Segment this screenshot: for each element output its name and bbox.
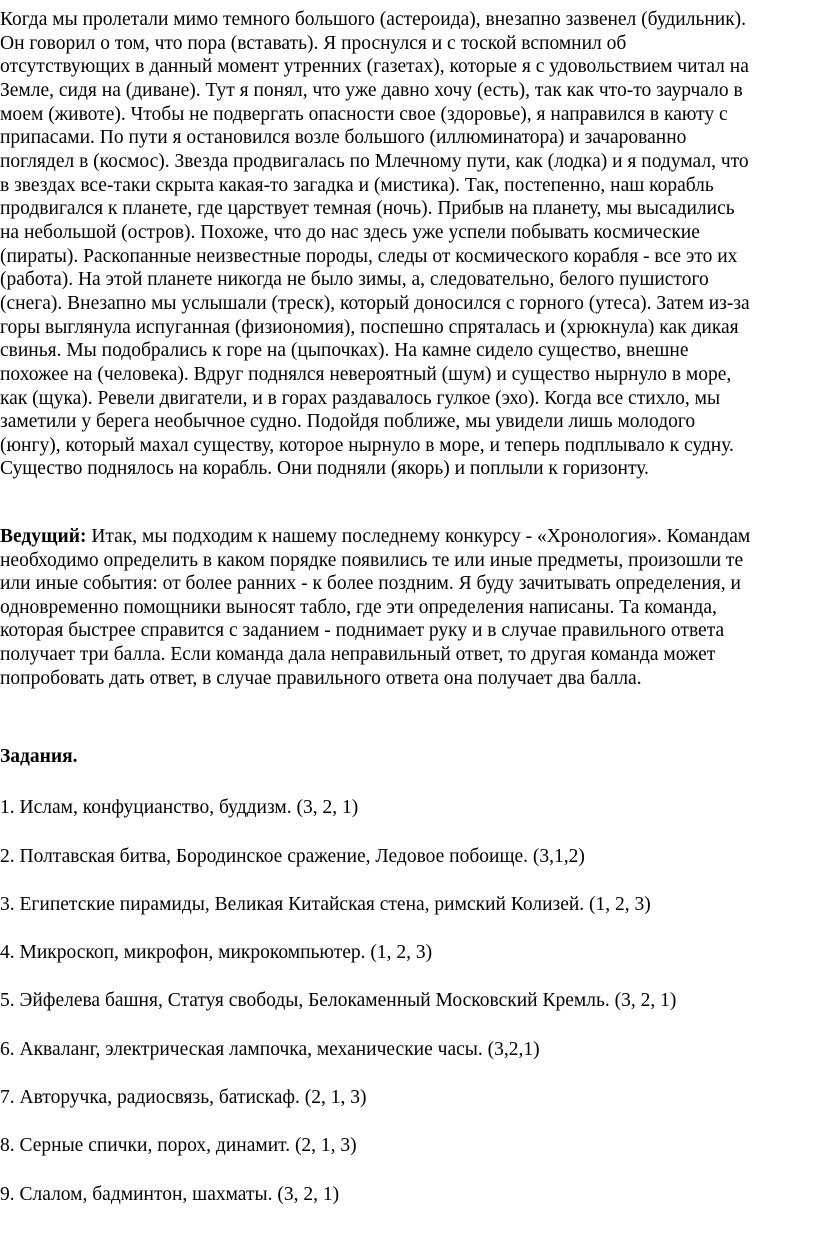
- host-label: Ведущий:: [0, 526, 87, 547]
- task-item: 7. Авторучка, радиосвязь, батискаф. (2, 1, 3): [0, 1087, 367, 1108]
- task-item: 4. Микроскоп, микрофон, микрокомпьютер. (1, 2, 3): [0, 942, 433, 963]
- story-line: отсутствующих в данный момент утренних (газетах), которые я с удовольствием читал на: [0, 56, 749, 78]
- story-line: продвигался к планете, где царствует темная (ночь). Прибыв на планету, мы высадились: [0, 198, 735, 220]
- task-item: 9. Слалом, бадминтон, шахматы. (3, 2, 1): [0, 1184, 340, 1205]
- story-line: горы выглянула испуганная (физиономия), поспешно спряталась и (хрюкнула) как дикая: [0, 316, 739, 338]
- story-line: Он говорил о том, что пора (вставать). Я проснулся и с тоской вспомнил об: [0, 32, 627, 54]
- story-line: заметили у берега необычное судно. Подойдя поближе, мы увидели лишь молодого: [0, 411, 696, 433]
- task-item: 8. Серные спички, порох, динамит. (2, 1, 3): [0, 1135, 357, 1156]
- story-line: как (щука). Ревели двигатели, и в горах раздавалось гулкое (эхо). Когда все стихло, мы: [0, 387, 721, 409]
- story-line: в звездах все-таки скрыта какая-то загадка и (мистика). Так, постепенно, наш корабль: [0, 174, 714, 196]
- task-item: 6. Акваланг, электрическая лампочка, механические часы. (3,2,1): [0, 1039, 540, 1060]
- task-item: 3. Египетские пирамиды, Великая Китайская стена, римский Колизей. (1, 2, 3): [0, 894, 651, 915]
- story-line: Существо поднялось на корабль. Они подняли (якорь) и поплыли к горизонту.: [0, 458, 649, 480]
- task-item: 2. Полтавская битва, Бородинское сражение, Ледовое побоище. (3,1,2): [0, 846, 585, 867]
- story-line: на небольшой (остров). Похоже, что до нас здесь уже успели побывать космические: [0, 221, 700, 243]
- story-line: (пираты). Раскопанные неизвестные породы, следы от космического корабля - все это их: [0, 245, 738, 267]
- story-line: свинья. Мы подобрались к горе на (цыпочках). На камне сидело существо, внешне: [0, 340, 689, 362]
- story-line: поглядел в (космос). Звезда продвигалась по Млечному пути, как (лодка) и я подумал, что: [0, 150, 749, 172]
- story-line: Когда мы пролетали мимо темного большого (астероида), внезапно зазвенел (будильник).: [0, 9, 747, 30]
- story-line: моем (животе). Чтобы не подвергать опасности свое (здоровье), я направился в каюту с: [0, 103, 728, 125]
- host-line: которая быстрее справится с заданием - поднимает руку и в случае правильного ответа: [0, 620, 725, 642]
- story-line: припасами. По пути я остановился возле большого (иллюминатора) и зачарованно: [0, 127, 687, 149]
- host-first-line-text: Итак, мы подходим к нашему последнему конкурсу - «Хронология». Командам: [86, 526, 751, 547]
- story-line: (работа). На этой планете никогда не было зимы, а, следовательно, белого пушистого: [0, 269, 709, 291]
- story-paragraph: [0, 8, 810, 481]
- host-paragraph: [0, 525, 812, 690]
- host-line: необходимо определить в каком порядке появились те или иные предметы, произошли те: [0, 549, 744, 571]
- host-line: или иные события: от более ранних - к более поздним. Я буду зачитывать определения, и: [0, 573, 741, 595]
- host-line: получает три балла. Если команда дала неправильный ответ, то другая команда может: [0, 643, 716, 665]
- host-line: одновременно помощники выносят табло, где эти определения написаны. Та команда,: [0, 596, 717, 618]
- task-item: 1. Ислам, конфуцианство, буддизм. (3, 2, 1): [0, 797, 359, 818]
- host-first-line: [0, 525, 812, 549]
- tasks-heading: Задания.: [0, 746, 78, 767]
- task-item: 5. Эйфелева башня, Статуя свободы, Белокаменный Московский Кремль. (3, 2, 1): [0, 990, 677, 1011]
- story-line: похожее на (человека). Вдруг поднялся невероятный (шум) и существо нырнуло в море,: [0, 363, 732, 385]
- story-line: (снега). Внезапно мы услышали (треск), который доносился с горного (утеса). Затем из-за: [0, 292, 750, 314]
- story-line: (юнгу), который махал существу, которое нырнуло в море, и теперь подплывало к судну.: [0, 434, 734, 456]
- story-line: Земле, сидя на (диване). Тут я понял, что уже давно хочу (есть), так как что-то заурчало в: [0, 79, 743, 101]
- host-line: попробовать дать ответ, в случае правильного ответа она получает два балла.: [0, 667, 642, 689]
